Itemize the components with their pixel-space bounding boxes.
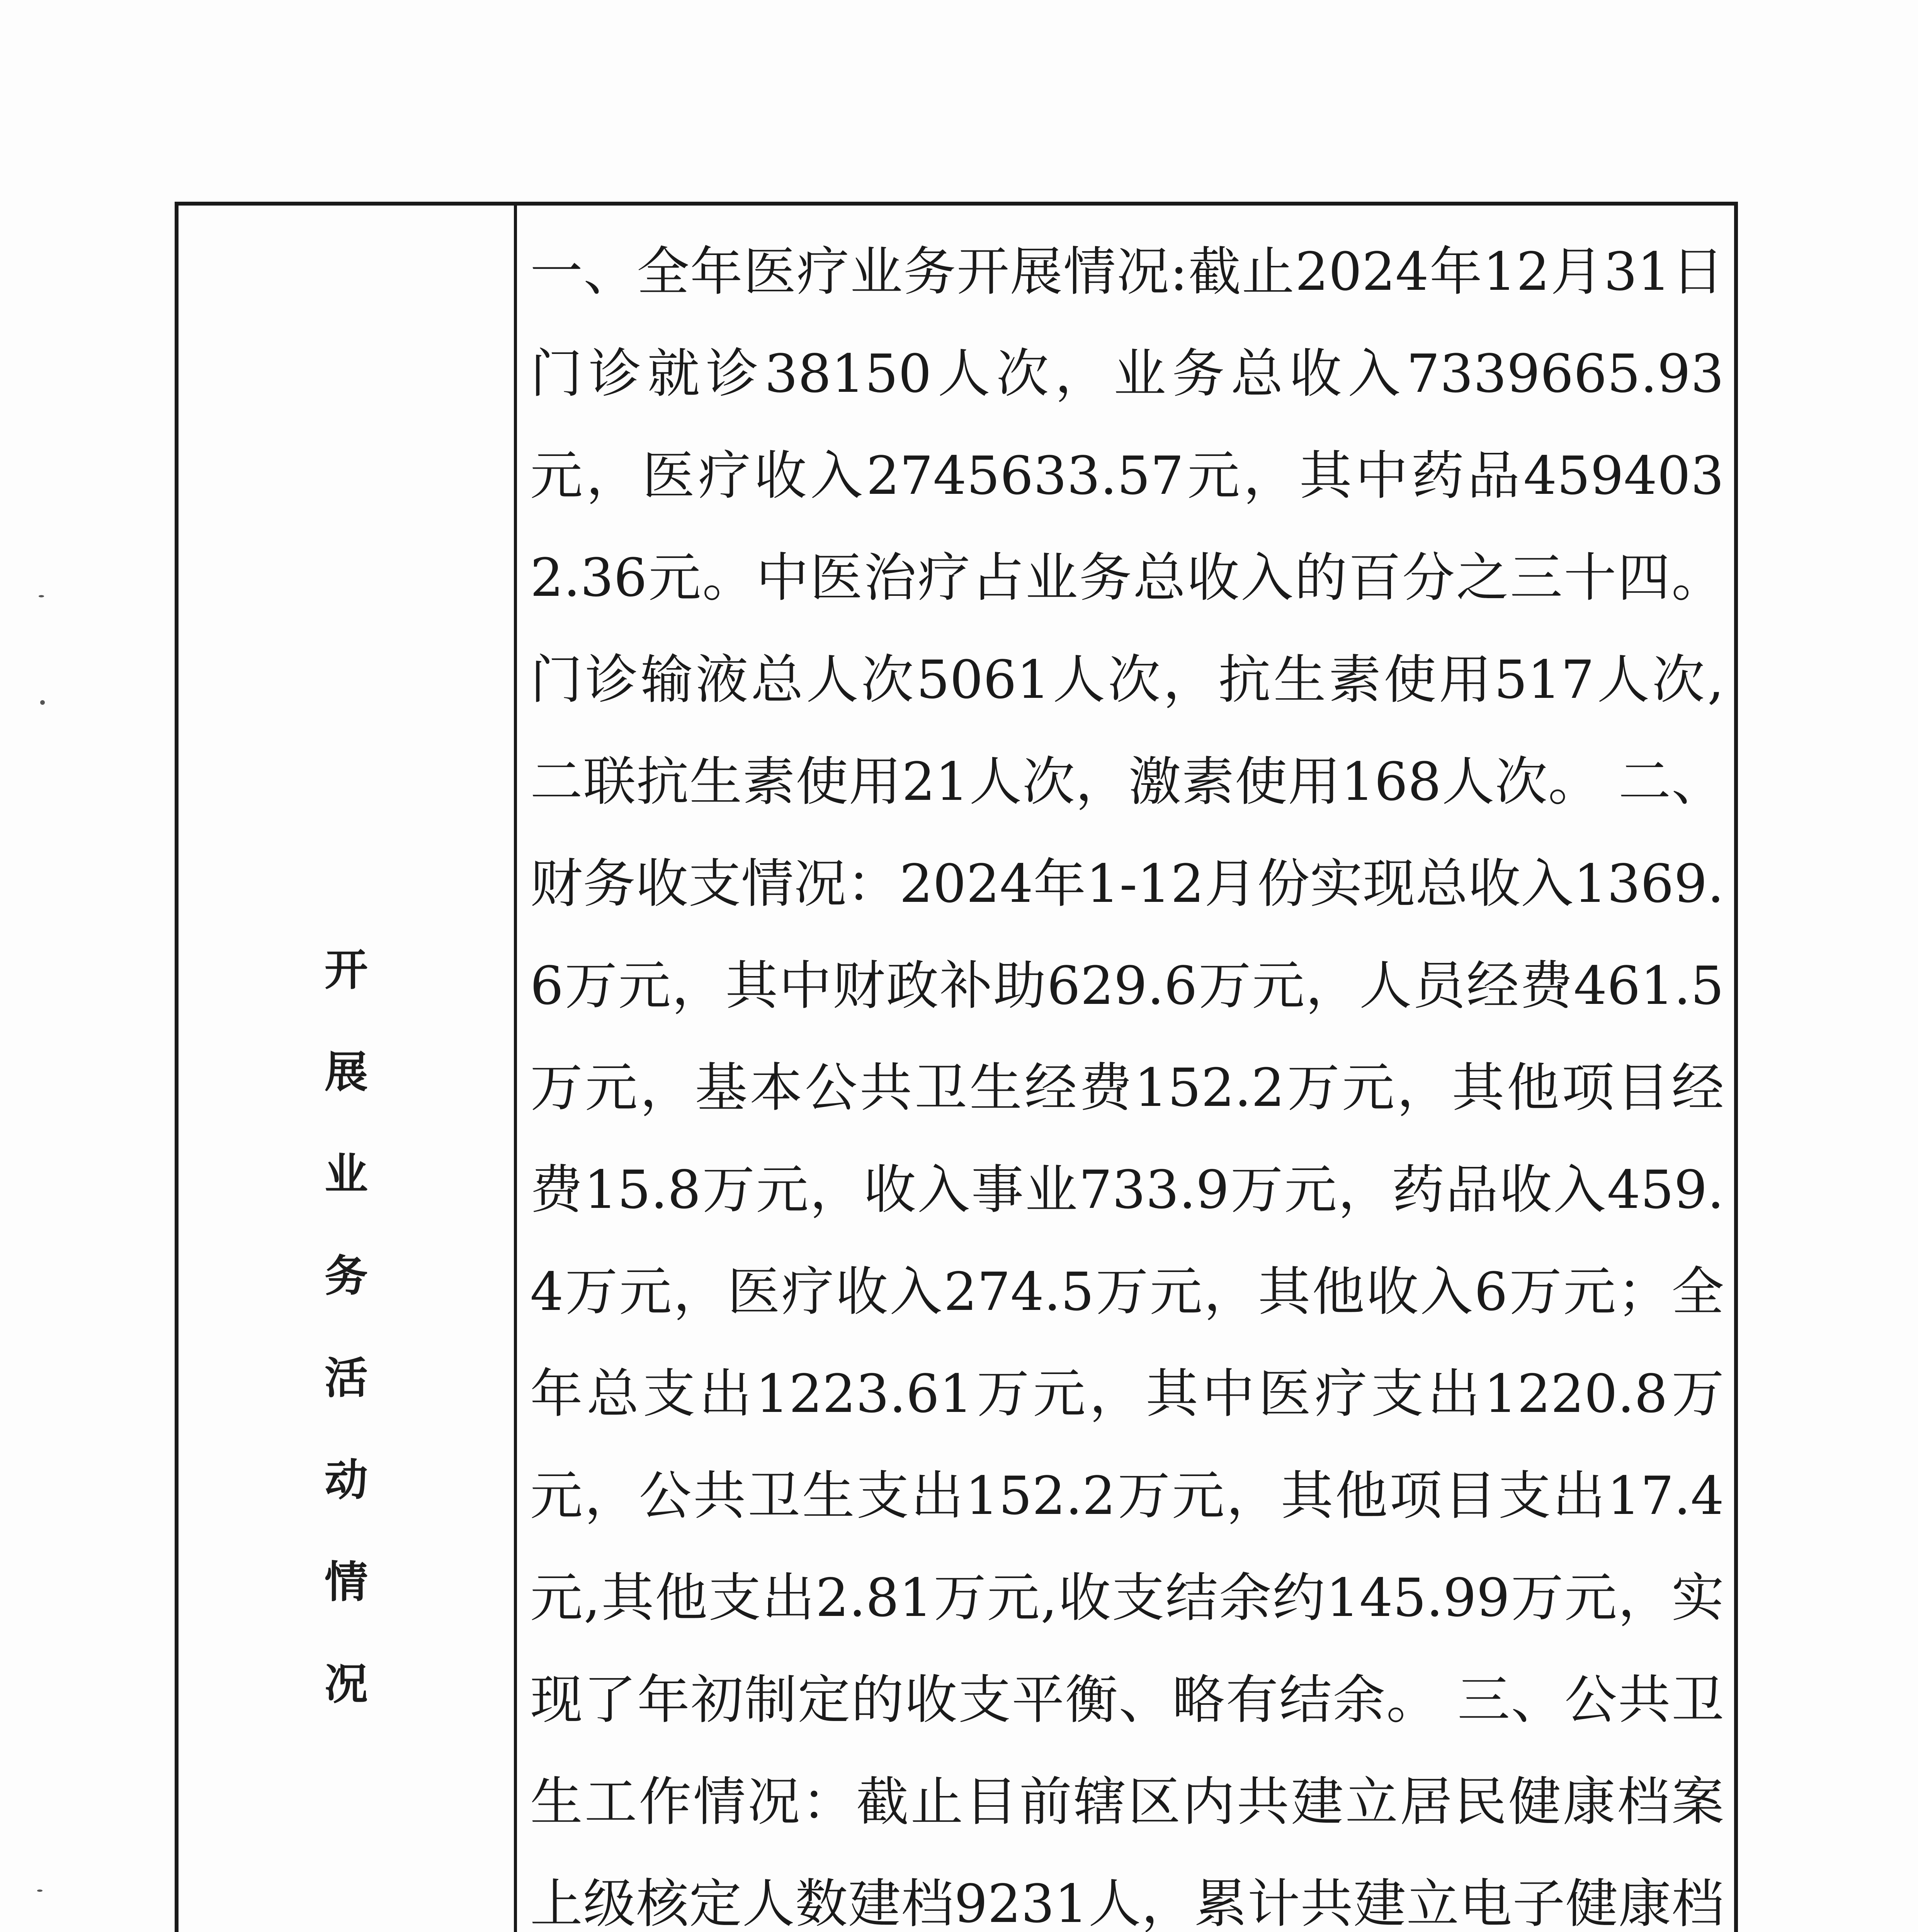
row-label-char: 业 [325,1149,368,1199]
scan-speck [39,595,44,597]
row-label-char: 开 [325,945,368,995]
row-label-cell [179,206,514,1932]
row-label-char: 展 [325,1047,368,1097]
scan-speck [40,700,45,705]
row-label-char: 动 [325,1455,368,1505]
row-label-char: 情 [325,1557,368,1607]
row-label-vertical-text [325,919,368,1735]
row-label-char: 务 [325,1251,368,1301]
row-label-char: 况 [325,1659,368,1709]
row-content-cell [530,221,1724,1932]
row-label-char: 活 [325,1353,368,1403]
scan-speck [37,1889,43,1892]
column-divider [514,202,517,1932]
row-content-text: 一、全年医疗业务开展情况:截止2024年12月31日门诊就诊38150人次，业务总收入7339665.93元，医疗收入2745633.57元，其中药品4594032.36元。中医治疗占业务总收入的百分之三十四。门诊输液总人次5061人次，抗生素使用517人次,二联抗生素使用21人次，激素使用168人次。 二、财务收支情况：2024年1-12月份实现总收入1369.6万元，其中财政补助629.6万元，人员经费461.5 万元，基本公共卫生经费152.2万元，其他项目经费15.8万元，收入事业733.9万元，药品收入459.4万元，医疗收入274.5万元，其他收入6万元；全年总支出1223.61万元，其中医疗支出1220.8万元，公共卫生支出152.2万元，其他项目支出17.4元,其他支出2.81万元,收支结余约145.99万元，实现了年初制定的收支平衡、略有结余。 三、公共卫生工作情况：截止目前辖区内共建立居民健康档案上级核定人数建档9231人，累计共建立电子健康档 [530,242,1724,1932]
